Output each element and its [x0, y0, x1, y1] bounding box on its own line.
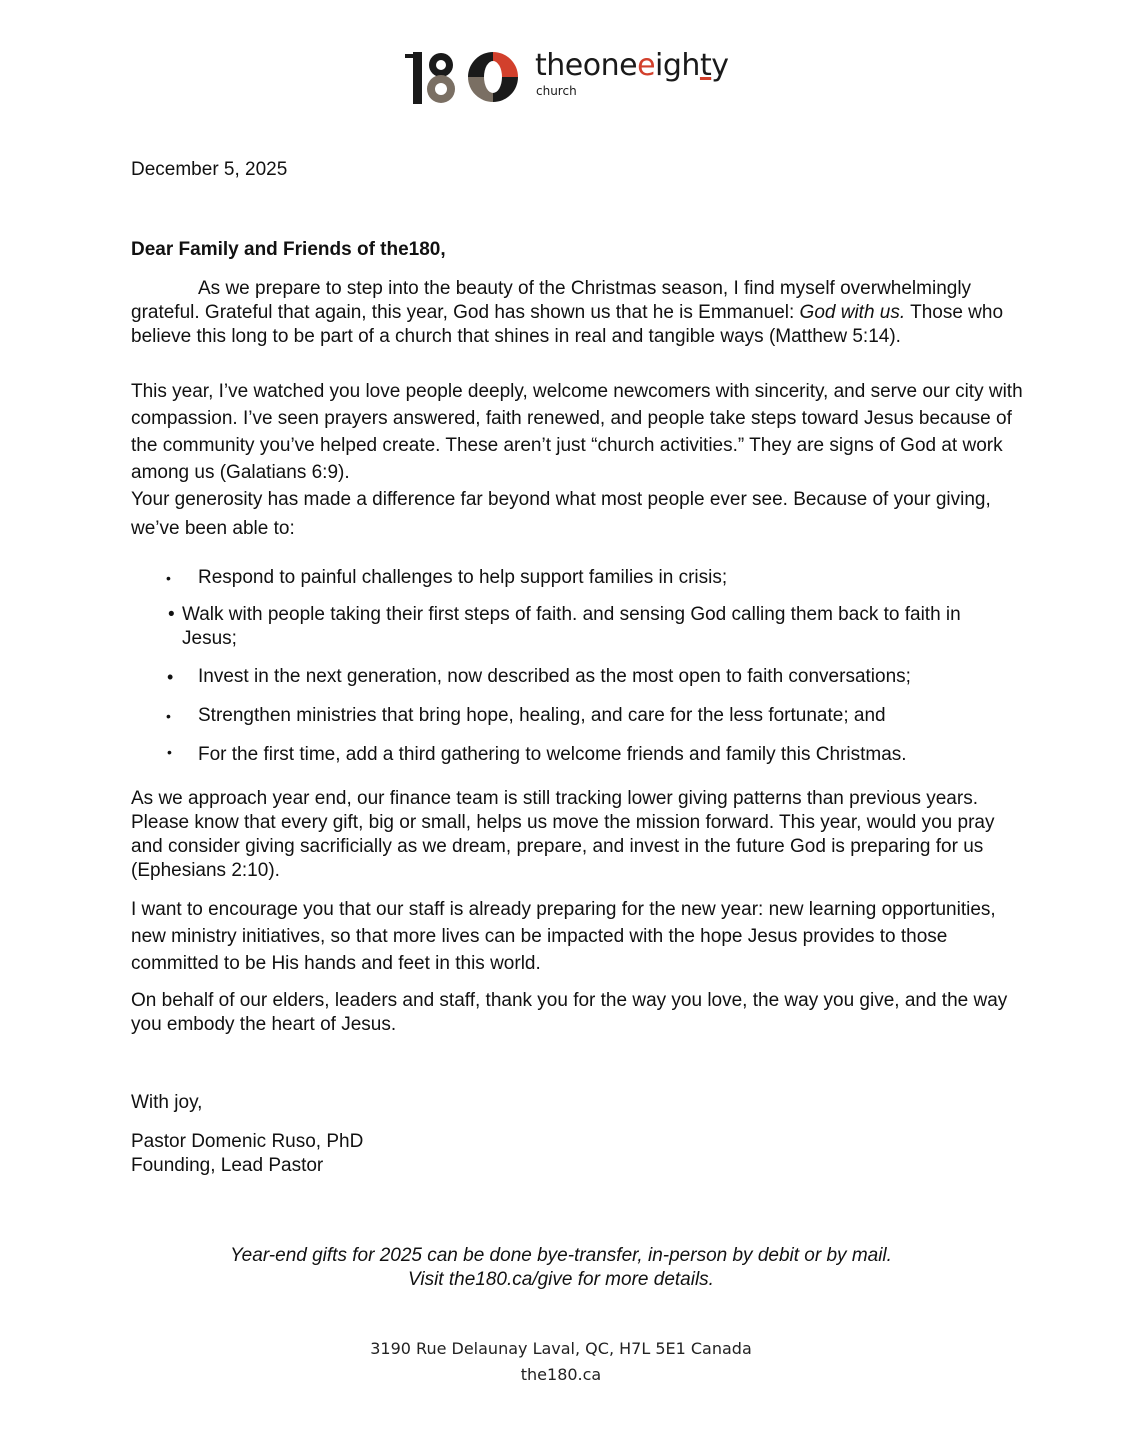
emphasis-god-with-us: God with us.	[799, 302, 906, 323]
signer-title: Founding, Lead Pastor	[131, 1155, 324, 1176]
giving-note-line-1: Year-end gifts for 2025 can be done bye-transfer, in-person by debit or by mail.	[230, 1245, 892, 1266]
paragraph-5: I want to encourage you that our staff is already preparing for the new year: new learning opportunities, new ministry initiatives, so that more lives can be impacted with the hope Jesus provides to those committed to be His hands and feet in this world.	[131, 899, 996, 974]
bullet-icon: •	[167, 744, 172, 760]
signer-name: Pastor Domenic Ruso, PhD	[131, 1131, 364, 1152]
paragraph-4: As we approach year end, our finance team is still tracking lower giving patterns than previous years. Please know that every gift, big or small, helps us move the mission forward. This year, would you pray and consider giving sacrificially as we dream, prepare, and invest in the future God is preparing for us (Ephesians 2:10).	[131, 788, 995, 881]
giving-note	[0, 1244, 1122, 1292]
giving-note-line-2: Visit the180.ca/give for more details.	[408, 1269, 714, 1290]
paragraph-6: On behalf of our elders, leaders and staff, thank you for the way you love, the way you give, and the way you embody the heart of Jesus.	[131, 990, 1008, 1035]
letter-date: December 5, 2025	[131, 159, 288, 180]
logo-wordmark: theoneeighty	[535, 48, 729, 83]
paragraph-3: Your generosity has made a difference far beyond what most people ever see. Because of your giving, we’ve been able to:	[131, 489, 991, 539]
logo-180-mark	[403, 48, 523, 104]
bullet-icon: •	[166, 708, 171, 724]
letter-page: theoneeighty church December 5, 2025 Dear Family and Friends of the180, As we prepare to step into the beauty of the Christmas season, I find myself overwhelmingly grateful. Grateful that again, this year, God has shown us that he is Emmanuel: God with us. Those who believe this long to be part of a church that shines in real and tangible ways (Matthew 5:14). This year, I’ve watched you love people deeply, welcome newcomers with sincerity, and serve our city with compassion. I’ve seen prayers answered, faith renewed, and people take steps toward Jesus because of the community you’ve helped create. These aren’t just “church activities.” They are signs of God at work among us (Galatians 6:9). Your generosity has made a difference far beyond what most people ever see. Because of your giving, we’ve been able to: • Respond to painful challenges to help support families in crisis; • Walk with people taking their first steps of faith. and sensing God calling them back to faith in Jesus; • Invest in the next generation, now described as the most open to faith conversations; • Strengthen ministries that bring hope, healing, and care for the less fortunate; and • For the first time, add a third gathering to welcome friends and family this Christmas. As we approach year end, our finance team is still tracking lower giving patterns than previous years. Please know that every gift, big or small, helps us move the mission forward. This year, would you pray and consider giving sacrificially as we dream, prepare, and invest in the future God is preparing for us (Ephesians 2:10). I want to encourage you that our staff is already preparing for the new year: new learning opportunities, new ministry initiatives, so that more lives can be impacted with the hope Jesus provides to those committed to be His hands and feet in this world. On behalf of our elders, leaders and staff, thank you for the way you love, the way you give, and the way you embody the heart of Jesus. With joy, Pastor Domenic Ruso, PhD Founding, Lead Pastor Year-end gifts for 2025 can be done bye-transfer, in-person by debit or by mail. Visit the180.ca/give for more details. 3190 Rue Delaunay Laval, QC, H7L 5E1 Canada the180.ca	[0, 0, 1122, 1434]
church-address	[0, 1336, 1122, 1388]
paragraph-1: As we prepare to step into the beauty of the Christmas season, I find myself overwhelmingly grateful. Grateful that again, this year, God has shown us that he is Emmanuel: God with us. Those who believe this long to be part of a church that shines in real and tangible ways (Matthew 5:14).	[131, 278, 1004, 347]
website: the180.ca	[520, 1365, 602, 1384]
paragraph-2: This year, I’ve watched you love people deeply, welcome newcomers with sincerity, and serve our city with compassion. I’ve seen prayers answered, faith renewed, and people take steps toward Jesus because of the community you’ve helped create. These aren’t just “church activities.” They are signs of God at work among us (Galatians 6:9).	[131, 381, 1023, 483]
logo-subtitle: church	[536, 84, 577, 98]
signature-block	[131, 1130, 1031, 1178]
bullet-icon: •	[168, 604, 175, 625]
bullet-icon: •	[167, 667, 174, 687]
closing: With joy,	[131, 1092, 203, 1113]
bullet-icon: •	[166, 570, 171, 586]
address-line: 3190 Rue Delaunay Laval, QC, H7L 5E1 Canada	[370, 1339, 752, 1358]
salutation: Dear Family and Friends of the180,	[131, 239, 446, 260]
